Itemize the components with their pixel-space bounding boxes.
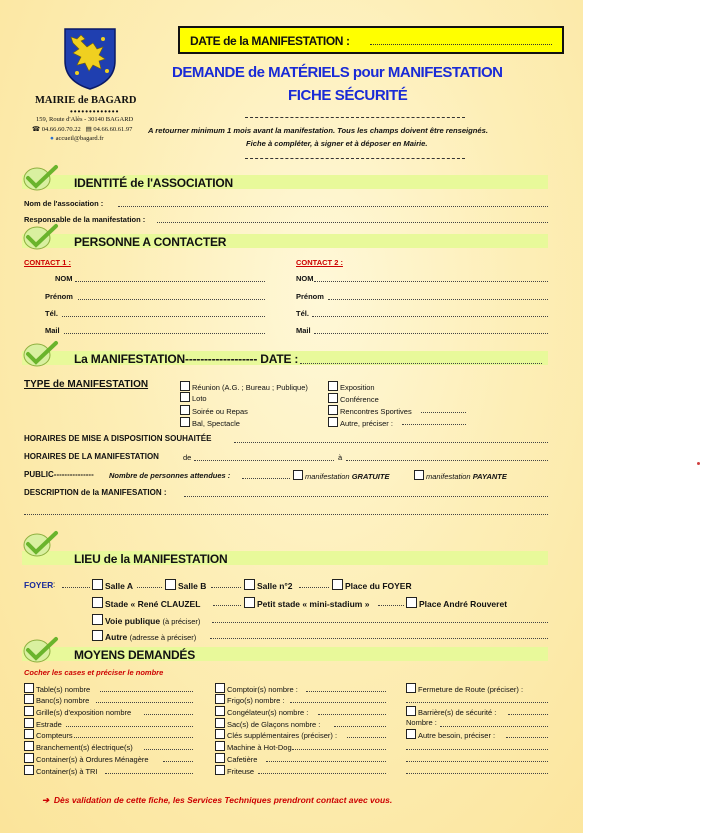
contact-1-prenom-label: Prénom	[45, 292, 73, 301]
contact-2-nom-label: NOM	[296, 274, 314, 283]
checkbox[interactable]	[328, 381, 338, 391]
checkbox[interactable]	[215, 683, 225, 693]
moyen-input[interactable]	[290, 701, 386, 703]
checkbox[interactable]	[328, 393, 338, 403]
moyen-item[interactable]: Sac(s) de Glaçons nombre :	[215, 718, 320, 729]
horaires-de-input[interactable]	[194, 459, 334, 461]
horaires-mise-label: HORAIRES DE MISE A DISPOSITION SOUHAITÉE	[24, 434, 212, 443]
voie-publique-input[interactable]	[212, 621, 548, 623]
foyer-dots	[62, 586, 90, 588]
checkmark-icon	[22, 164, 62, 192]
type-option[interactable]: Loto	[180, 392, 207, 403]
checkbox[interactable]	[92, 597, 103, 608]
moyen-input[interactable]	[100, 690, 193, 692]
date-input[interactable]	[370, 43, 552, 45]
moyen-item[interactable]: Autre besoin, préciser :	[406, 729, 495, 740]
fax-number: 04.66.60.61.97	[93, 126, 133, 133]
checkbox[interactable]	[293, 470, 303, 480]
fax-icon: ▤	[85, 126, 92, 133]
contact-1-label: CONTACT 1 :	[24, 258, 71, 267]
contact-1-prenom-input[interactable]	[78, 298, 265, 300]
horaires-mise-input[interactable]	[234, 441, 548, 443]
footer-text: Dès validation de cette fiche, les Services Techniques prendront contact avec vous.	[53, 795, 393, 805]
salle-b-dots	[211, 586, 241, 588]
manifestation-date-input[interactable]	[300, 362, 542, 364]
arrow-right-icon: ➔	[42, 795, 50, 805]
checkbox[interactable]	[406, 729, 416, 739]
type-option[interactable]: Rencontres Sportives	[328, 405, 412, 416]
moyen-item[interactable]: Machine à Hot-Dog	[215, 741, 292, 752]
lieu-salle-2[interactable]: Salle n°2	[244, 579, 293, 591]
autre-type-input[interactable]	[402, 423, 466, 425]
checkbox[interactable]	[215, 694, 225, 704]
mairie-contacts	[32, 125, 132, 133]
section-title-moyens: MOYENS DEMANDÉS	[74, 648, 196, 662]
type-manifestation-label: TYPE de MANIFESTATION	[24, 379, 149, 390]
moyen-item[interactable]: Barrière(s) de sécurité :	[406, 706, 496, 717]
nb-personnes-label: Nombre de personnes attendues :	[109, 471, 231, 480]
stray-dot	[697, 462, 700, 465]
contact-2-prenom-input[interactable]	[328, 298, 548, 300]
date-label: DATE de la MANIFESTATION :	[190, 34, 350, 48]
moyens-instruction: Cocher les cases et préciser le nombre	[24, 668, 164, 677]
type-option[interactable]: Conférence	[328, 393, 379, 404]
description-input-2[interactable]	[24, 513, 548, 515]
checkbox[interactable]	[215, 753, 225, 763]
checkbox[interactable]	[24, 765, 34, 775]
moyen-item[interactable]: Clés supplémentaires (préciser) :	[215, 729, 337, 740]
checkbox[interactable]	[244, 597, 255, 608]
checkbox[interactable]	[406, 683, 416, 693]
lieu-salle-a[interactable]: Salle A	[92, 579, 133, 591]
checkbox[interactable]	[215, 765, 225, 775]
foyer-colon: :	[53, 580, 56, 589]
moyen-item[interactable]: Table(s) nombre	[24, 683, 90, 694]
section-title-manifestation: La MANIFESTATION------------------- DATE :	[74, 352, 299, 366]
moyen-input[interactable]	[258, 772, 386, 774]
moyen-input[interactable]	[440, 725, 548, 727]
moyen-input[interactable]	[406, 772, 548, 774]
moyen-input[interactable]	[506, 736, 548, 738]
salle-2-dots	[299, 586, 329, 588]
checkbox[interactable]	[24, 729, 34, 739]
moyen-item[interactable]: Friteuse	[215, 765, 254, 776]
contact-1-mail-label: Mail	[45, 326, 60, 335]
type-option[interactable]: Réunion (A.G. ; Bureau ; Publique)	[180, 381, 308, 392]
barriere-nombre-label: Nombre :	[406, 718, 437, 727]
contact-1-tel-input[interactable]	[62, 315, 265, 317]
moyen-item[interactable]: Banc(s) nombre	[24, 694, 89, 705]
notice-line-2: Fiche à compléter, à signer et à déposer en Mairie.	[246, 139, 428, 148]
checkbox[interactable]	[24, 741, 34, 751]
contact-2-mail-label: Mail	[296, 326, 311, 335]
description-label: DESCRIPTION de la MANIFESATION :	[24, 488, 167, 497]
checkmark-icon	[22, 636, 62, 664]
contact-2-tel-input[interactable]	[312, 315, 548, 317]
moyen-item[interactable]: Fermeture de Route (préciser) :	[406, 683, 523, 694]
moyen-input[interactable]	[292, 748, 386, 750]
description-input-1[interactable]	[184, 495, 548, 497]
page-subtitle: FICHE SÉCURITÉ	[288, 87, 408, 104]
checkbox[interactable]	[180, 381, 190, 391]
horaires-a-input[interactable]	[346, 459, 548, 461]
date-box	[178, 26, 564, 54]
moyen-input[interactable]	[74, 736, 193, 738]
moyen-input[interactable]	[163, 760, 193, 762]
checkmark-icon	[22, 223, 62, 251]
moyen-item[interactable]: Congélateur(s) nombre :	[215, 706, 308, 717]
gratuite-option[interactable]: manifestation GRATUITE	[293, 470, 389, 481]
checkmark-icon	[22, 340, 62, 368]
checkbox[interactable]	[332, 579, 343, 590]
email-icon: ●	[50, 135, 54, 142]
checkbox[interactable]	[414, 470, 424, 480]
rencontres-input[interactable]	[421, 411, 466, 413]
moyen-item[interactable]: Grille(s) d'exposition nombre	[24, 706, 131, 717]
checkbox[interactable]	[215, 706, 225, 716]
checkbox[interactable]	[215, 718, 225, 728]
checkbox[interactable]	[165, 579, 176, 590]
section-title-contact: PERSONNE A CONTACTER	[74, 235, 227, 249]
lieu-stade[interactable]: Stade « René CLAUZEL	[92, 597, 200, 609]
salle-a-dots	[137, 586, 162, 588]
moyen-input[interactable]	[406, 701, 548, 703]
checkbox[interactable]	[24, 753, 34, 763]
type-option[interactable]: Exposition	[328, 381, 375, 392]
mairie-address: 159, Route d'Alès - 30140 BAGARD	[36, 116, 134, 123]
moyen-input[interactable]	[508, 713, 548, 715]
moyen-input[interactable]	[66, 725, 193, 727]
notice-rule-bottom	[245, 157, 465, 159]
checkbox[interactable]	[24, 683, 34, 693]
section-title-lieu: LIEU de la MANIFESTATION	[74, 552, 228, 566]
public-label: PUBLIC---------------	[24, 470, 94, 479]
checkbox[interactable]	[92, 630, 103, 641]
moyen-input[interactable]	[406, 760, 548, 762]
label-nom-association: Nom de l'association :	[24, 199, 104, 208]
moyen-item[interactable]: Frigo(s) nombre :	[215, 694, 285, 705]
nb-personnes-input[interactable]	[242, 477, 290, 479]
checkbox[interactable]	[328, 405, 338, 415]
moyen-input[interactable]	[96, 701, 193, 703]
moyen-item[interactable]: Cafetière	[215, 753, 257, 764]
moyen-input[interactable]	[144, 748, 193, 750]
moyen-input[interactable]	[406, 748, 548, 750]
lieu-salle-b[interactable]: Salle B	[165, 579, 206, 591]
contact-1-tel-label: Tél.	[45, 309, 58, 318]
horaires-manif-label: HORAIRES DE LA MANIFESTATION	[24, 452, 159, 461]
stade-dots	[213, 604, 241, 606]
contact-2-nom-input[interactable]	[314, 280, 548, 282]
horaires-de: de	[183, 453, 192, 462]
moyen-input[interactable]	[266, 760, 386, 762]
checkmark-icon	[22, 530, 62, 558]
notice-line-1: A retourner minimum 1 mois avant la manifestation. Tous les champs doivent être renseignés.	[148, 126, 488, 135]
checkbox[interactable]	[215, 729, 225, 739]
moyen-item[interactable]: Compteurs	[24, 729, 73, 740]
moyen-item[interactable]: Branchement(s) électrique(s)	[24, 741, 133, 752]
petit-stade-dots	[378, 604, 404, 606]
input-nom-association[interactable]	[118, 205, 548, 207]
checkbox[interactable]	[244, 579, 255, 590]
notice-rule-top	[245, 116, 465, 118]
type-option[interactable]: Autre, préciser :	[328, 417, 393, 428]
foyer-label: FOYER	[24, 580, 54, 590]
mairie-email	[50, 135, 104, 142]
moyen-input[interactable]	[306, 690, 386, 692]
contact-1-nom-label: NOM	[55, 274, 73, 283]
contact-2-prenom-label: Prénom	[296, 292, 324, 301]
checkbox[interactable]	[328, 417, 338, 427]
moyen-input[interactable]	[347, 736, 386, 738]
mairie-dots: •••••••••••••	[70, 107, 120, 116]
email-address[interactable]: accueil@bagard.fr	[55, 135, 104, 142]
checkbox[interactable]	[180, 392, 190, 402]
checkbox[interactable]	[24, 694, 34, 704]
mairie-name: MAIRIE de BAGARD	[35, 95, 137, 106]
checkbox[interactable]	[180, 405, 190, 415]
moyen-item[interactable]: Container(s) à Ordures Ménagère	[24, 753, 149, 764]
type-option[interactable]: Soirée ou Repas	[180, 405, 248, 416]
checkbox[interactable]	[92, 579, 103, 590]
moyen-input[interactable]	[144, 713, 193, 715]
footer-note	[42, 795, 392, 806]
page-title: DEMANDE de MATÉRIELS pour MANIFESTATION	[172, 64, 503, 81]
moyen-input[interactable]	[334, 725, 386, 727]
moyen-input[interactable]	[318, 713, 386, 715]
checkbox[interactable]	[92, 614, 103, 625]
input-responsable[interactable]	[157, 221, 548, 223]
payante-option[interactable]: manifestation PAYANTE	[414, 470, 507, 481]
label-responsable: Responsable de la manifestation :	[24, 215, 146, 224]
checkbox[interactable]	[406, 597, 417, 608]
autre-lieu-input[interactable]	[210, 637, 548, 639]
moyen-input[interactable]	[105, 772, 193, 774]
contact-1-mail-input[interactable]	[64, 332, 265, 334]
lieu-autre[interactable]: Autre (adresse à préciser)	[92, 630, 196, 642]
lieu-petit-stade[interactable]: Petit stade « mini-stadium »	[244, 597, 369, 609]
contact-2-tel-label: Tél.	[296, 309, 309, 318]
checkbox[interactable]	[24, 706, 34, 716]
type-option[interactable]: Bal, Spectacle	[180, 417, 240, 428]
lieu-voie-publique[interactable]: Voie publique (à préciser)	[92, 614, 200, 626]
moyen-item[interactable]: Estrade	[24, 718, 62, 729]
horaires-a: à	[338, 453, 343, 462]
checkbox[interactable]	[406, 706, 416, 716]
moyen-item[interactable]: Comptoir(s) nombre :	[215, 683, 298, 694]
checkbox[interactable]	[24, 718, 34, 728]
coat-of-arms-logo	[63, 27, 117, 91]
contact-2-mail-input[interactable]	[314, 332, 548, 334]
phone-number: 04.66.60.70.22	[41, 126, 81, 133]
phone-icon: ☎	[32, 126, 41, 133]
lieu-place-foyer[interactable]: Place du FOYER	[332, 579, 412, 591]
contact-2-label: CONTACT 2 :	[296, 258, 343, 267]
moyen-item[interactable]: Container(s) à TRI	[24, 765, 98, 776]
checkbox[interactable]	[215, 741, 225, 751]
checkbox[interactable]	[180, 417, 190, 427]
lieu-place-andre[interactable]: Place André Rouveret	[406, 597, 507, 609]
contact-1-nom-input[interactable]	[75, 280, 265, 282]
section-title-identite: IDENTITÉ de l'ASSOCIATION	[74, 176, 233, 190]
